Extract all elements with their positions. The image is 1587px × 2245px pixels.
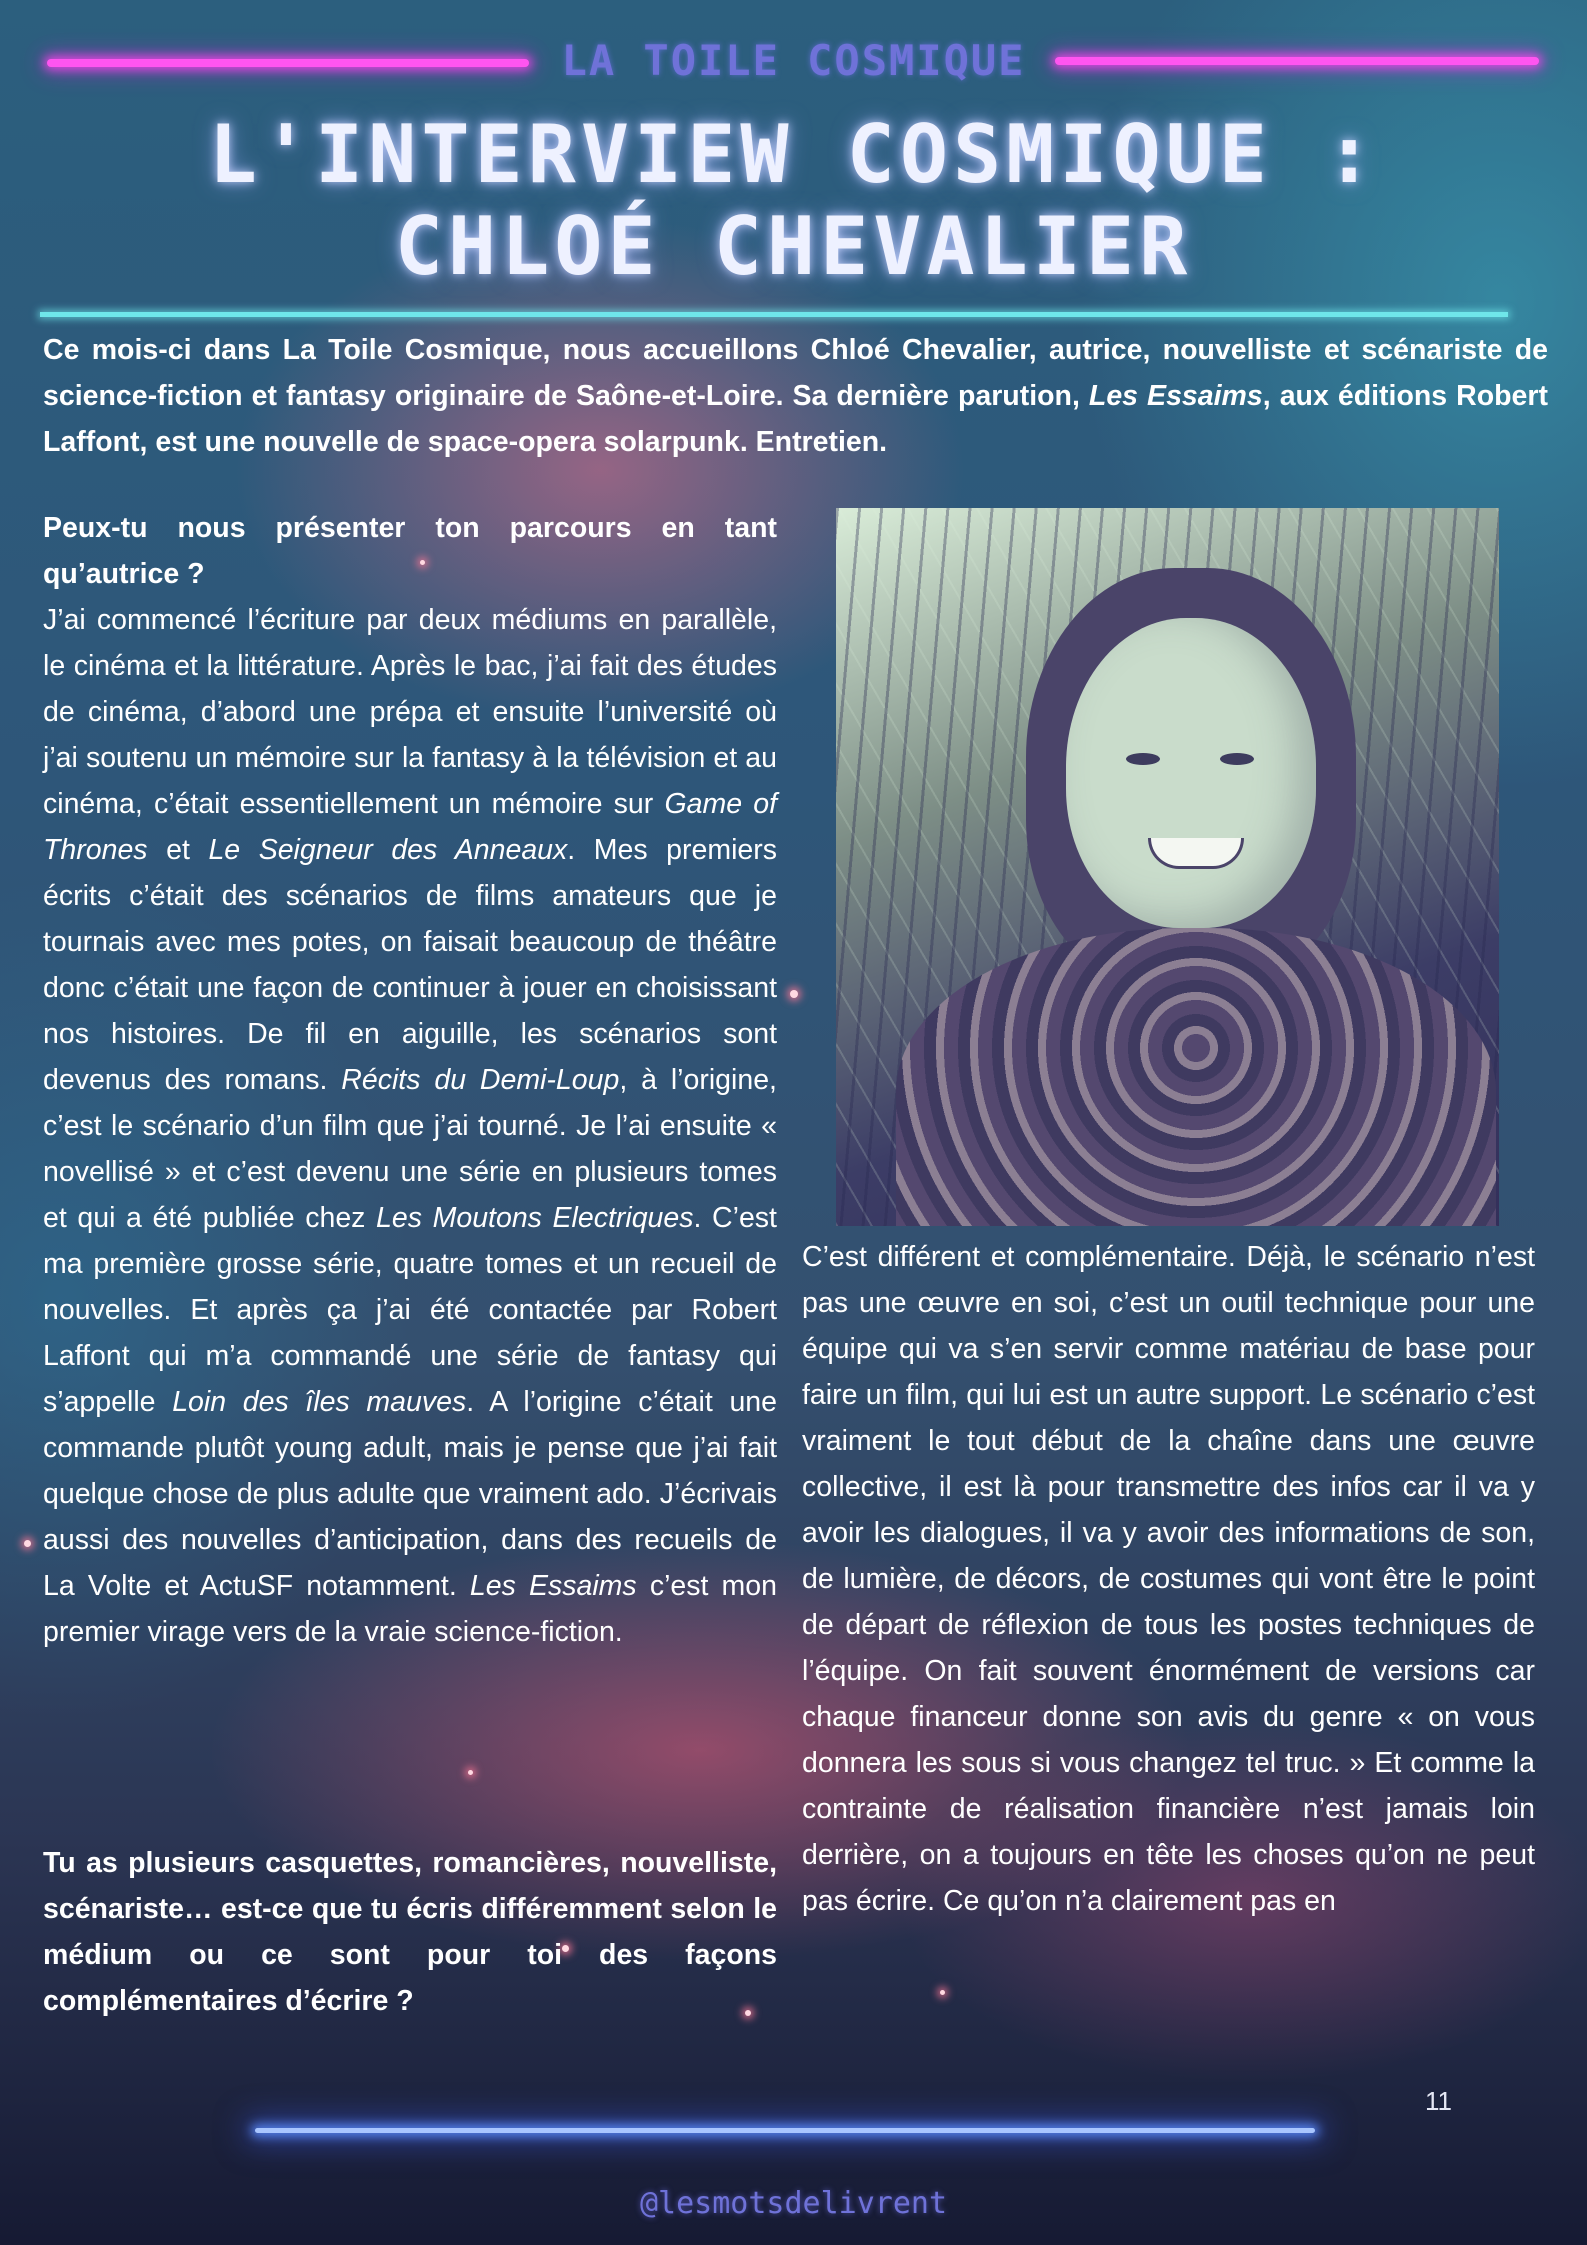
- sparkle-decoration: [940, 1990, 945, 1995]
- answer-text: c’est mon premier virage vers de la vraie science-fiction.: [43, 1570, 777, 1648]
- sparkle-decoration: [468, 1770, 473, 1775]
- answer-2: C’est différent et complémentaire. Déjà, le scénario n’est pas une œuvre en soi, c’est un outil technique pour une équipe qui va s’en servir comme matériau de base pour faire un film, qui lui est un autre support. Le scénario c’est vraiment le tout début de la chaîne dans une œuvre collective, il est là pour transmettre des infos car il va y avoir les dialogues, il va y avoir des informations de son, de lumière, de décors, de costumes qui vont être le point de départ de réflexion de tous les postes techniques de l’équipe. On fait souvent énormément de versions car chaque financeur donne son avis du genre « on vous donnera les sous si vous changez tel truc. » Et comme la contrainte de réalisation financière n’est jamais loin derrière, on a toujours en tête les choses qu’on ne peut pas écrire. Ce qu’on n’a clairement pas en: [802, 1241, 1535, 1917]
- author-portrait-photo: [836, 508, 1499, 1226]
- question-2: Tu as plusieurs casquettes, romancières, nouvelliste, scénariste… est-ce que tu écris différemment selon le médium ou ce sont pour toi des façons complémentaires d’écrire ?: [43, 1847, 777, 2017]
- question-1: Peux-tu nous présenter ton parcours en tant qu’autrice ?: [43, 512, 777, 590]
- work-title: Les Essaims: [469, 1570, 637, 1602]
- intro-paragraph: [43, 327, 1548, 465]
- article-title-line-2: CHLOÉ CHEVALIER: [394, 200, 1193, 293]
- intro-book-title: Les Essaims: [1088, 380, 1263, 412]
- answer-text: , à l’origine, c’est le scénario d’un film que j’ai tourné. Je l’ai ensuite « novellisé » et c’est devenu une série en plusieurs tomes et qui a été publiée chez: [43, 1064, 777, 1234]
- answer-text: et: [147, 834, 209, 866]
- answer-text: . A l’origine c’était une commande plutôt young adult, mais je pense que j’ai fait quelque chose de plus adulte que vraiment ado. J’écrivais aussi des nouvelles d’anticipation, dans des recueils de La Volte et ActuSF notamment.: [43, 1386, 777, 1602]
- work-title: Récits du Demi-Loup: [341, 1064, 620, 1096]
- magazine-name: LA TOILE COSMIQUE: [561, 36, 1026, 85]
- work-title: Les Moutons Electriques: [376, 1202, 694, 1234]
- title-divider: [40, 312, 1508, 317]
- intro-text: Ce mois-ci dans La Toile Cosmique, nous accueillons Chloé Chevalier, autrice, nouvelliste et scénariste de science-fiction et fantasy originaire de Saône-et-Loire. Sa dernière parution,: [43, 334, 1548, 412]
- sparkle-decoration: [790, 990, 798, 998]
- answer-text: . C’est ma première grosse série, quatre tomes et un recueil de nouvelles. Et après ça j’ai été contactée par Robert Laffont qui m’a commandé une série de fantasy qui s’appelle: [43, 1202, 777, 1418]
- sparkle-decoration: [24, 1540, 31, 1547]
- page-number: 11: [1425, 2086, 1452, 2116]
- answer-text: . Mes premiers écrits c’était des scénarios de films amateurs que je tournais avec mes potes, on faisait beaucoup de théâtre donc c’était une façon de continuer à jouer en choisissant nos histoires. De fil en aiguille, les scénarios sont devenus des romans.: [43, 834, 777, 1096]
- work-title: Game of Thrones: [43, 788, 777, 866]
- work-title: Loin des îles mauves: [172, 1386, 467, 1418]
- work-title: Le Seigneur des Anneaux: [208, 834, 568, 866]
- portrait-eye: [1126, 753, 1160, 765]
- answer-text: J’ai commencé l’écriture par deux médiums en parallèle, le cinéma et la littérature. Après le bac, j’ai fait des études de cinéma, d’abord une prépa et ensuite l’université où j’ai soutenu un mémoire sur la fantasy à la télévision et au cinéma, c’était essentiellement un mémoire sur: [43, 604, 777, 820]
- portrait-face: [1066, 618, 1316, 928]
- social-handle: @lesmotsdelivrent: [639, 2186, 948, 2221]
- intro-text: , aux éditions Robert Laffont, est une nouvelle de space-opera solarpunk. Entretien.: [43, 380, 1548, 458]
- portrait-shirt: [896, 928, 1496, 1226]
- answer-1: [43, 597, 777, 1655]
- footer-glow-line: [255, 2128, 1315, 2133]
- article-title-line-1: L'INTERVIEW COSMIQUE :: [208, 108, 1379, 201]
- portrait-eye: [1220, 753, 1254, 765]
